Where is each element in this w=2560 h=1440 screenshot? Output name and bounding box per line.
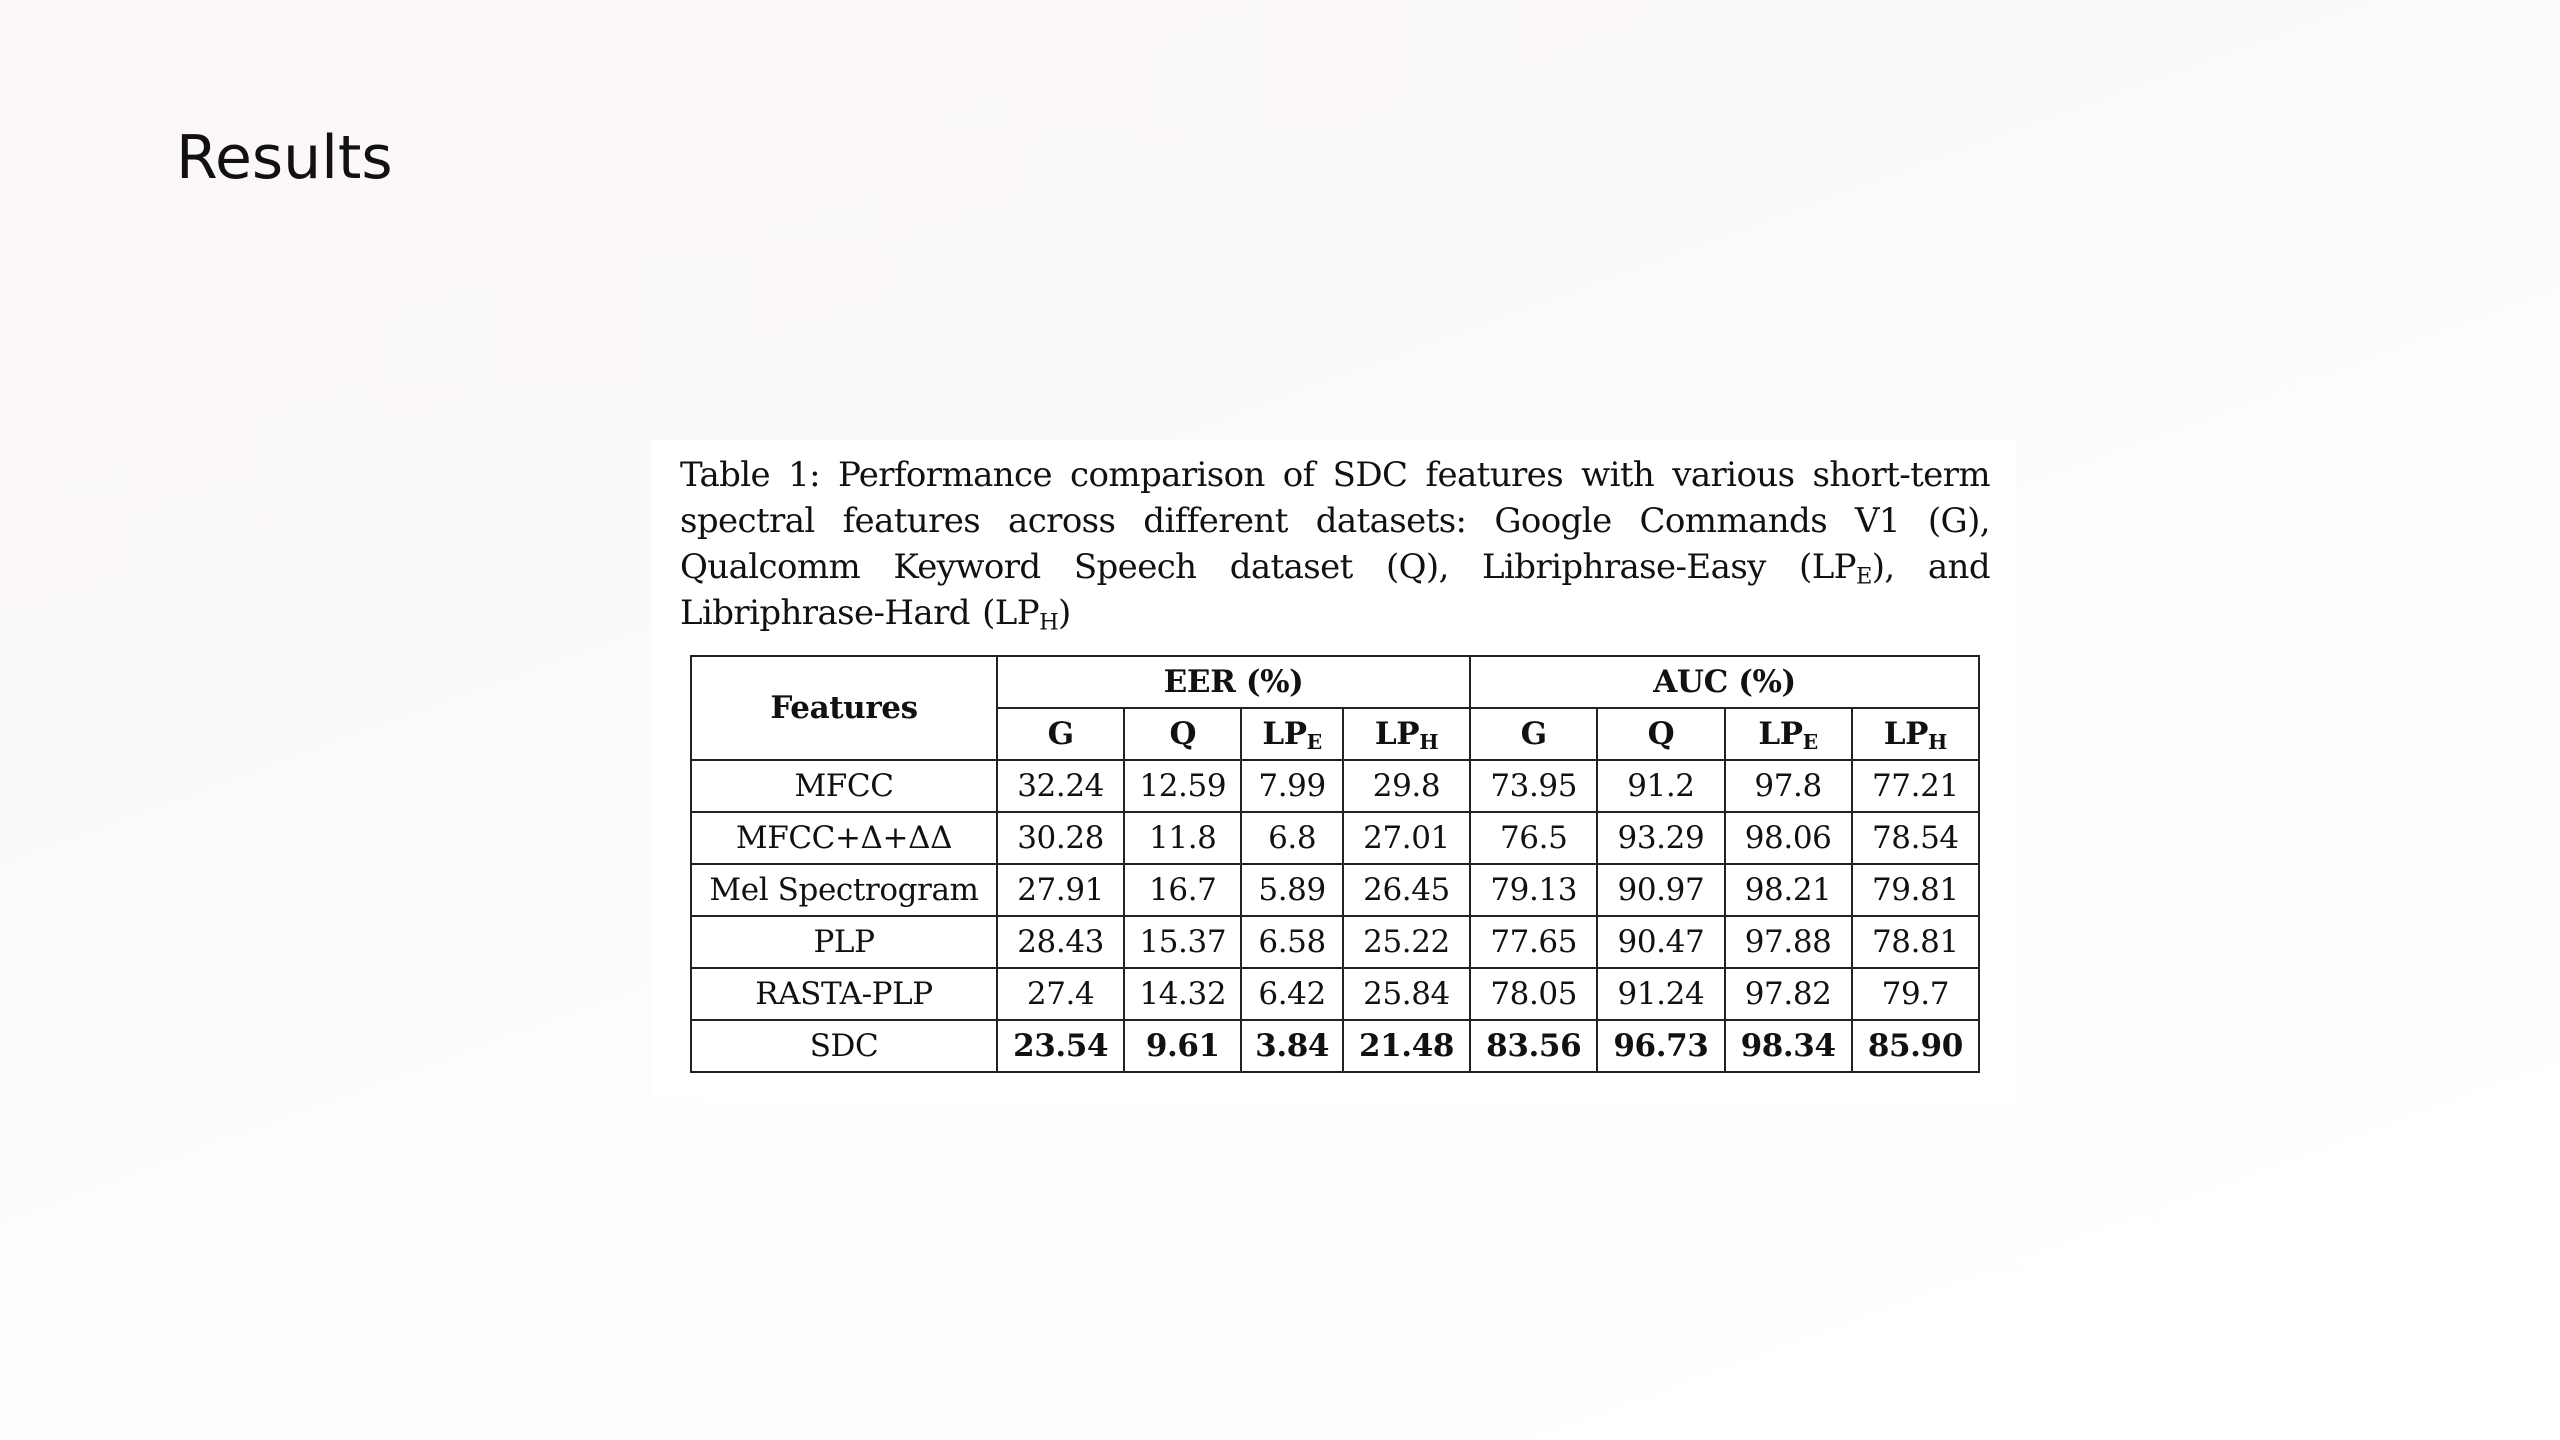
feature-cell: MFCC+Δ+ΔΔ [691, 812, 997, 864]
auc-value-cell: 93.29 [1597, 812, 1724, 864]
table-row [691, 1020, 1979, 1072]
header-auc-lpe-sub: E [1802, 730, 1818, 755]
header-auc-lpe-main: LP [1758, 716, 1803, 752]
eer-value-cell: 12.59 [1124, 760, 1241, 812]
feature-cell: PLP [691, 916, 997, 968]
eer-value-cell: 27.91 [997, 864, 1124, 916]
header-row-groups [691, 656, 1979, 708]
auc-value-cell: 98.34 [1725, 1020, 1852, 1072]
header-auc-q: Q [1597, 708, 1724, 760]
auc-value-cell: 76.5 [1470, 812, 1597, 864]
eer-value-cell: 30.28 [997, 812, 1124, 864]
eer-value-cell: 6.58 [1241, 916, 1343, 968]
caption-label: Table 1: [680, 455, 820, 495]
header-auc-lph-main: LP [1883, 716, 1929, 752]
eer-value-cell: 15.37 [1124, 916, 1241, 968]
results-table [690, 655, 1980, 1073]
header-eer-lph-main: LP [1374, 716, 1420, 752]
eer-value-cell: 25.84 [1343, 968, 1470, 1020]
header-auc-g: G [1470, 708, 1597, 760]
eer-value-cell: 11.8 [1124, 812, 1241, 864]
eer-value-cell: 27.4 [997, 968, 1124, 1020]
feature-cell: Mel Spectrogram [691, 864, 997, 916]
auc-value-cell: 79.13 [1470, 864, 1597, 916]
header-eer-lpe [1241, 708, 1343, 760]
eer-value-cell: 28.43 [997, 916, 1124, 968]
eer-value-cell: 21.48 [1343, 1020, 1470, 1072]
caption-mid: ), and Libriphrase-Hard (LP [680, 547, 1990, 633]
table-figure [652, 440, 2016, 1100]
header-eer-lpe-main: LP [1262, 716, 1307, 752]
auc-value-cell: 91.24 [1597, 968, 1724, 1020]
eer-value-cell: 14.32 [1124, 968, 1241, 1020]
auc-value-cell: 83.56 [1470, 1020, 1597, 1072]
auc-value-cell: 73.95 [1470, 760, 1597, 812]
header-eer-group: EER (%) [997, 656, 1470, 708]
feature-cell: SDC [691, 1020, 997, 1072]
eer-value-cell: 27.01 [1343, 812, 1470, 864]
auc-value-cell: 78.81 [1852, 916, 1979, 968]
eer-value-cell: 6.42 [1241, 968, 1343, 1020]
auc-value-cell: 97.8 [1725, 760, 1852, 812]
header-auc-lph-sub: H [1928, 730, 1947, 755]
auc-value-cell: 97.82 [1725, 968, 1852, 1020]
auc-value-cell: 90.97 [1597, 864, 1724, 916]
eer-value-cell: 16.7 [1124, 864, 1241, 916]
auc-value-cell: 98.21 [1725, 864, 1852, 916]
eer-value-cell: 7.99 [1241, 760, 1343, 812]
auc-value-cell: 77.65 [1470, 916, 1597, 968]
eer-value-cell: 9.61 [1124, 1020, 1241, 1072]
auc-value-cell: 77.21 [1852, 760, 1979, 812]
slide-title: Results [176, 123, 393, 193]
header-auc-group: AUC (%) [1470, 656, 1979, 708]
caption-text: Performance comparison of SDC features with various short-term spectral features across different datasets: Google Commands V1 (G), Qualcomm Keyword Speech dataset (Q), Libriphrase-Easy (LP [680, 455, 1990, 587]
header-auc-lph [1852, 708, 1979, 760]
feature-cell: MFCC [691, 760, 997, 812]
table-caption [680, 452, 1990, 636]
caption-sub-e: E [1855, 563, 1872, 590]
auc-value-cell: 78.05 [1470, 968, 1597, 1020]
table-row [691, 864, 1979, 916]
table-body [691, 760, 1979, 1072]
eer-value-cell: 5.89 [1241, 864, 1343, 916]
eer-value-cell: 29.8 [1343, 760, 1470, 812]
table-row [691, 968, 1979, 1020]
auc-value-cell: 98.06 [1725, 812, 1852, 864]
header-features: Features [691, 656, 997, 760]
auc-value-cell: 90.47 [1597, 916, 1724, 968]
table-row [691, 916, 1979, 968]
caption-sub-h: H [1039, 609, 1059, 636]
header-eer-g: G [997, 708, 1124, 760]
eer-value-cell: 25.22 [1343, 916, 1470, 968]
feature-cell: RASTA-PLP [691, 968, 997, 1020]
auc-value-cell: 79.81 [1852, 864, 1979, 916]
caption-end: ) [1058, 593, 1071, 633]
auc-value-cell: 97.88 [1725, 916, 1852, 968]
auc-value-cell: 78.54 [1852, 812, 1979, 864]
table-row [691, 760, 1979, 812]
auc-value-cell: 85.90 [1852, 1020, 1979, 1072]
header-eer-lph [1343, 708, 1470, 760]
auc-value-cell: 96.73 [1597, 1020, 1724, 1072]
eer-value-cell: 26.45 [1343, 864, 1470, 916]
eer-value-cell: 32.24 [997, 760, 1124, 812]
header-eer-lph-sub: H [1419, 730, 1439, 755]
header-eer-lpe-sub: E [1306, 730, 1322, 755]
header-eer-q: Q [1124, 708, 1241, 760]
auc-value-cell: 79.7 [1852, 968, 1979, 1020]
header-auc-lpe [1725, 708, 1852, 760]
eer-value-cell: 6.8 [1241, 812, 1343, 864]
eer-value-cell: 3.84 [1241, 1020, 1343, 1072]
auc-value-cell: 91.2 [1597, 760, 1724, 812]
table-row [691, 812, 1979, 864]
eer-value-cell: 23.54 [997, 1020, 1124, 1072]
